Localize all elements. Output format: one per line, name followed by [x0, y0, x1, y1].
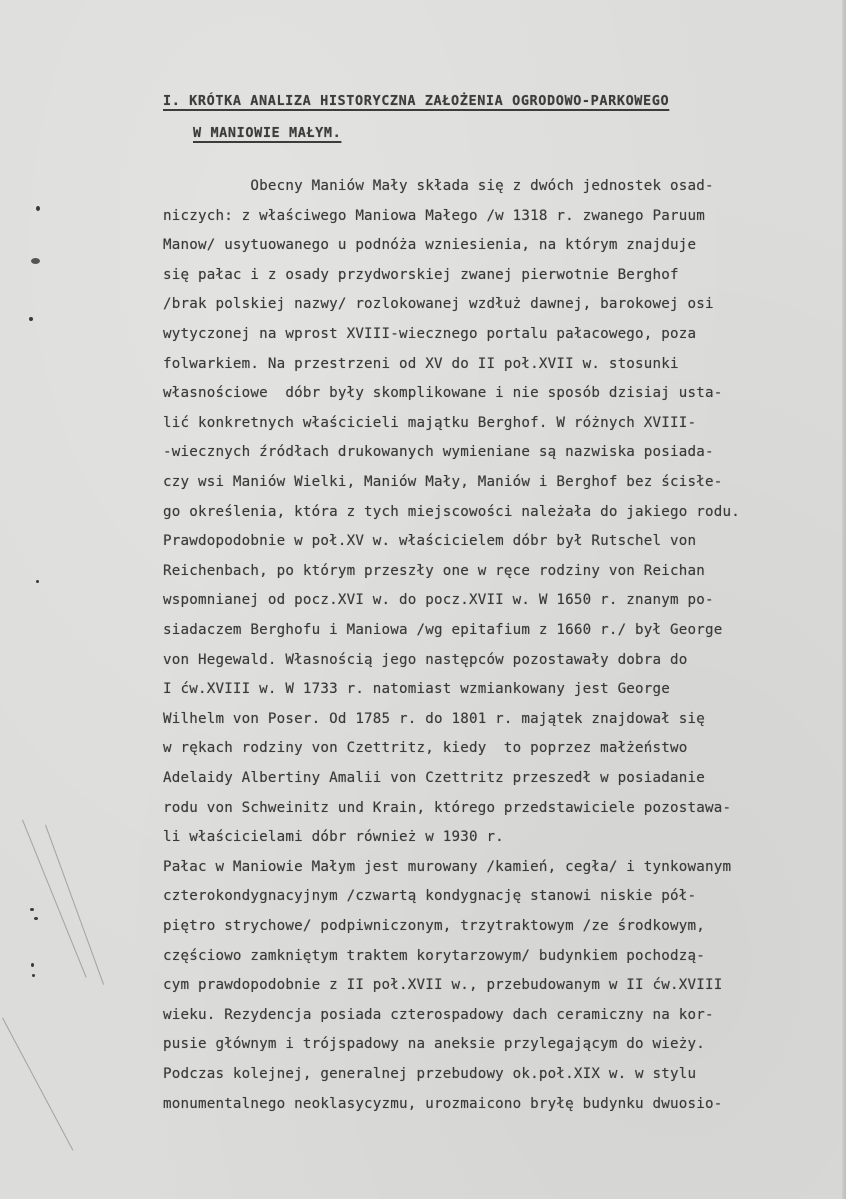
- text-line: go określenia, która z tych miejscowości należała do jakiego rodu.: [163, 503, 740, 520]
- paper-scratch: [2, 1018, 73, 1151]
- text-line: Podczas kolejnej, generalnej przebudowy ok.poł.XIX w. w stylu: [163, 1066, 697, 1082]
- text-line: wieku. Rezydencja posiada czterospadowy dach ceramiczny na kor-: [163, 1006, 714, 1023]
- text-line: -wiecznych źródłach drukowanych wymieniane są nazwiska posiada-: [163, 444, 714, 461]
- section-title-line-1: I. KRÓTKA ANALIZA HISTORYCZNA ZAŁOŻENIA OGRODOWO-PARKOWEGO: [163, 93, 670, 109]
- margin-mark: [30, 908, 34, 911]
- text-line: I ćw.XVIII w. W 1733 r. natomiast wzmiankowany jest George: [163, 681, 671, 698]
- text-line: folwarkiem. Na przestrzeni od XV do II poł.XVII w. stosunki: [163, 355, 679, 372]
- text-line: Reichenbach, po którym przeszły one w ręce rodziny von Reichan: [163, 562, 705, 579]
- margin-mark: [31, 258, 40, 264]
- text-line: Manow/ usytuowanego u podnóża wzniesienia, na którym znajduje: [163, 237, 697, 254]
- text-line: częściowo zamkniętym traktem korytarzowym/ budynkiem pochodzą-: [163, 947, 705, 964]
- text-line: monumentalnego neoklasycyzmu, urozmaicono bryłę budynku dwuosio-: [163, 1095, 723, 1112]
- text-line: von Hegewald. Własnością jego następców pozostawały dobra do: [163, 651, 688, 668]
- text-line: rodu von Schweinitz und Krain, którego przedstawiciele pozostawa-: [163, 799, 732, 816]
- margin-mark: [31, 963, 34, 967]
- text-line: siadaczem Berghofu i Maniowa /wg epitafium z 1660 r./ był George: [163, 622, 723, 638]
- text-line: Pałac w Maniowie Małym jest murowany /kamień, cegła/ i tynkowanym: [163, 858, 732, 875]
- margin-mark: [36, 206, 40, 211]
- text-line: czterokondygnacyjnym /czwartą kondygnację stanowi niskie pół-: [163, 888, 697, 905]
- margin-mark: [32, 974, 35, 977]
- text-line: li właścicielami dóbr również w 1930 r.: [163, 829, 504, 846]
- margin-mark: [36, 580, 39, 583]
- margin-mark: [34, 917, 38, 920]
- text-line: Adelaidy Albertiny Amalii von Czettritz przeszedł w posiadanie: [163, 770, 705, 786]
- text-line: cym prawdopodobnie z II poł.XVII w., przebudowanym w II ćw.XVIII: [163, 977, 723, 994]
- text-line: czy wsi Maniów Wielki, Maniów Mały, Maniów i Berghof bez ścisłe-: [163, 474, 723, 490]
- text-line: wytyczonej na wprost XVIII-wiecznego portalu pałacowego, poza: [163, 326, 697, 342]
- text-line: piętro strychowe/ podpiwniczonym, trzytraktowym /ze środkowym,: [163, 918, 705, 934]
- text-line: lić konkretnych właścicieli majątku Berghof. W różnych XVIII-: [163, 414, 697, 431]
- page-edge: [842, 0, 846, 1199]
- text-line: własnościowe dóbr były skomplikowane i nie sposób dzisiaj usta-: [163, 385, 723, 402]
- text-line: Prawdopodobnie w poł.XV w. właścicielem dóbr był Rutschel von: [163, 533, 697, 550]
- paper-scratch: [45, 825, 104, 985]
- text-line: pusie głównym i trójspadowy na aneksie przylegającym do wieży.: [163, 1036, 705, 1053]
- section-title-line-2: W MANIOWIE MAŁYM.: [193, 125, 342, 141]
- text-line: wspomnianej od pocz.XVI w. do pocz.XVII w. W 1650 r. znanym po-: [163, 592, 714, 609]
- text-line: Wilhelm von Poser. Od 1785 r. do 1801 r. majątek znajdował się: [163, 710, 705, 727]
- text-line: się pałac i z osady przydworskiej zwanej pierwotnie Berghof: [163, 266, 679, 283]
- margin-mark: [29, 317, 33, 321]
- text-line: /brak polskiej nazwy/ rozlokowanej wzdłuż dawnej, barokowej osi: [163, 296, 714, 313]
- text-line: Obecny Maniów Mały składa się z dwóch jednostek osad-: [163, 178, 714, 194]
- paper-scratch: [22, 820, 87, 978]
- text-line: niczych: z właściwego Maniowa Małego /w 1318 r. zwanego Paruum: [163, 207, 705, 224]
- text-line: w rękach rodziny von Czettritz, kiedy to poprzez małżeństwo: [163, 740, 688, 757]
